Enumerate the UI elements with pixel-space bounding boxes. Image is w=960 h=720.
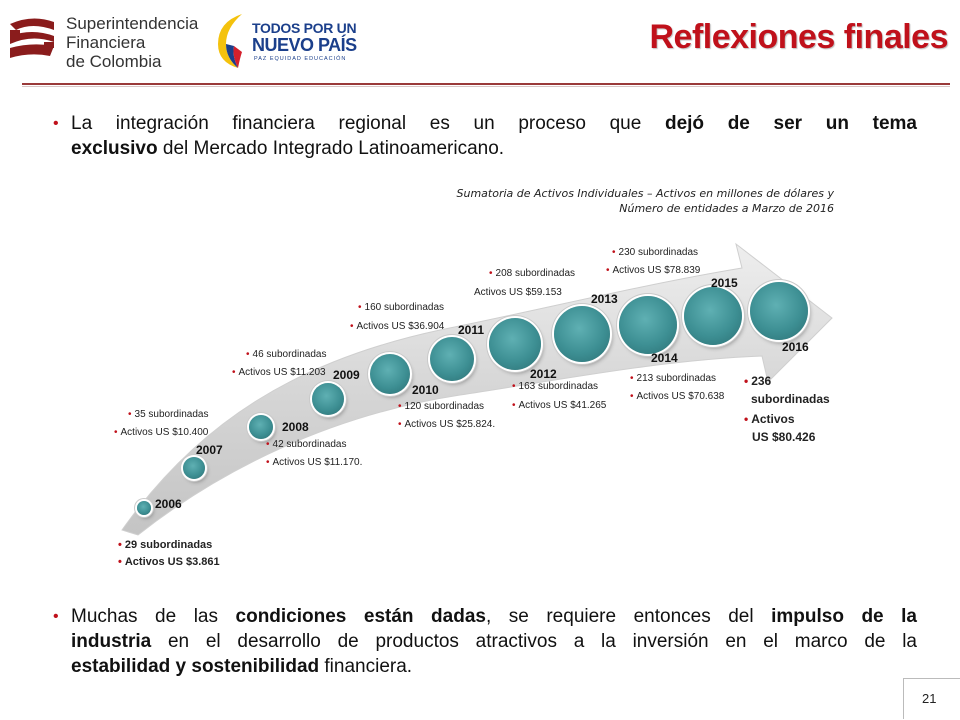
year-label-2013: 2013 bbox=[591, 292, 618, 306]
bullet-icon: • bbox=[53, 115, 59, 132]
todos-por-un-nuevo-pais-logo: TODOS POR UN NUEVO PAÍS PAZ EQUIDAD EDUCACIÓN bbox=[212, 10, 352, 72]
label-2016-subordinadas: • 236 subordinadas bbox=[744, 374, 830, 406]
year-label-2007: 2007 bbox=[196, 443, 223, 457]
timeline-node-2013 bbox=[554, 306, 610, 362]
year-label-2014: 2014 bbox=[651, 351, 678, 365]
para2-line3: estabilidad y sostenibilidad financiera. bbox=[71, 656, 413, 677]
label-2006-subordinadas: • 29 subordinadas bbox=[118, 539, 213, 551]
label-2009-activos: • Activos US $11.203 bbox=[232, 367, 326, 378]
year-label-2012: 2012 bbox=[530, 367, 557, 381]
page-number-box bbox=[903, 678, 960, 719]
timeline-node-2011 bbox=[430, 337, 474, 381]
year-label-2011: 2011 bbox=[458, 323, 485, 337]
label-2015-subordinadas: • 230 subordinadas bbox=[612, 247, 699, 258]
timeline-node-2010 bbox=[370, 354, 410, 394]
timeline-node-2014 bbox=[619, 296, 677, 354]
label-2007-subordinadas: • 35 subordinadas bbox=[128, 409, 209, 420]
label-2007-activos: • Activos US $10.400 bbox=[114, 427, 209, 438]
bullet-paragraph-2 bbox=[53, 604, 917, 679]
para1-line1: La integración financiera regional es un proceso que dejó de ser un tema bbox=[71, 113, 917, 134]
year-label-2006: 2006 bbox=[155, 497, 182, 511]
year-label-2016: 2016 bbox=[782, 340, 809, 354]
slide-title: Reflexiones finales bbox=[649, 18, 948, 56]
timeline-node-2008 bbox=[249, 415, 273, 439]
label-2015-activos: • Activos US $78.839 bbox=[606, 265, 701, 276]
page-number: 21 bbox=[922, 691, 937, 706]
year-label-2008: 2008 bbox=[282, 420, 309, 434]
label-2008-subordinadas: • 42 subordinadas bbox=[266, 439, 347, 450]
label-2009-subordinadas: • 46 subordinadas bbox=[246, 349, 327, 360]
diagram-caption: Sumatoria de Activos Individuales – Activos en millones de dólares y Número de entidades a Marzo de 2016 bbox=[456, 187, 834, 215]
label-2012-activos: • Activos US $41.265 bbox=[512, 400, 607, 411]
label-2006-activos: • Activos US $3.861 bbox=[118, 556, 220, 568]
para2-line2: industria en el desarrollo de productos atractivos a la inversión en el marco de la bbox=[71, 631, 917, 652]
year-label-2015: 2015 bbox=[711, 276, 738, 290]
label-2010-subordinadas: • 120 subordinadas bbox=[398, 401, 485, 412]
label-2010-activos: • Activos US $25.824. bbox=[398, 419, 496, 430]
label-2013-subordinadas: • 208 subordinadas bbox=[489, 268, 576, 279]
timeline-node-2007 bbox=[183, 457, 205, 479]
label-2014-activos: • Activos US $70.638 bbox=[630, 391, 725, 402]
label-2014-subordinadas: • 213 subordinadas bbox=[630, 373, 717, 384]
label-2016-activos: • Activos US $80.426 bbox=[744, 412, 816, 444]
timeline-node-2015 bbox=[684, 287, 742, 345]
timeline-node-2012 bbox=[489, 318, 541, 370]
label-2011-activos: • Activos US $36.904 bbox=[350, 321, 445, 332]
year-label-2010: 2010 bbox=[412, 383, 439, 397]
label-2008-activos: • Activos US $11.170. bbox=[266, 457, 363, 468]
bullet-icon: • bbox=[53, 608, 59, 625]
para1-line2: exclusivo del Mercado Integrado Latinoamericano. bbox=[71, 138, 505, 159]
year-label-2009: 2009 bbox=[333, 368, 360, 382]
timeline-node-2016 bbox=[750, 282, 808, 340]
sfc-name: Superintendencia Financiera de Colombia bbox=[66, 14, 199, 71]
timeline-node-2009 bbox=[312, 383, 344, 415]
para2-line1: Muchas de las condiciones están dadas, se requiere entonces del impulso de la bbox=[71, 606, 917, 627]
label-2012-subordinadas: • 163 subordinadas bbox=[512, 381, 599, 392]
label-2011-subordinadas: • 160 subordinadas bbox=[358, 302, 445, 313]
label-2013-activos: Activos US $59.153 bbox=[474, 287, 562, 298]
timeline-node-2006 bbox=[137, 501, 151, 515]
